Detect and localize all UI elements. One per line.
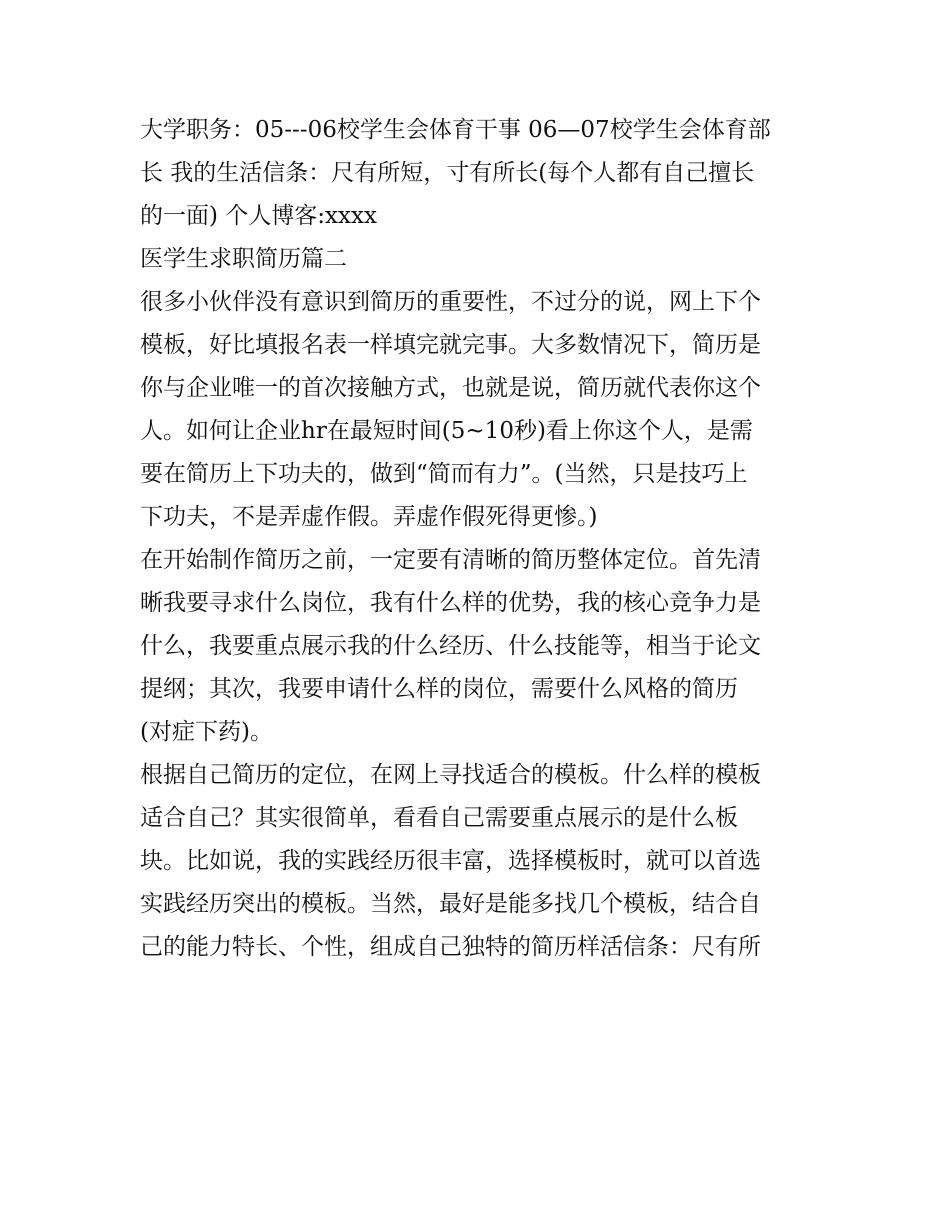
- text-line: 要在简历上下功夫的，做到“简而有力”。(当然，只是技巧上: [140, 461, 748, 487]
- text-line: 模板，好比填报名表一样填完就完事。大多数情况下，简历是: [140, 332, 761, 358]
- text-line: 在开始制作简历之前，一定要有清晰的简历整体定位。首先清: [140, 547, 761, 573]
- text-line: (对症下药)。: [140, 719, 273, 745]
- text-line: 晰我要寻求什么岗位，我有什么样的优势，我的核心竞争力是: [140, 590, 761, 616]
- text-line: 你与企业唯一的首次接触方式，也就是说，简历就代表你这个: [140, 375, 761, 401]
- text-line: 的一面) 个人博客:xxxx: [140, 203, 377, 229]
- document-body: [140, 109, 815, 969]
- text-line: 下功夫，不是弄虚作假。弄虚作假死得更惨。): [140, 504, 598, 530]
- text-line: 实践经历突出的模板。当然，最好是能多找几个模板，结合自: [140, 891, 761, 917]
- text-line: 很多小伙伴没有意识到简历的重要性，不过分的说，网上下个: [140, 289, 761, 315]
- text-line: 己的能力特长、个性，组成自己独特的简历样活信条：尺有所: [140, 934, 761, 960]
- text-line: 块。比如说，我的实践经历很丰富，选择模板时，就可以首选: [140, 848, 761, 874]
- text-line: 适合自己？其实很简单，看看自己需要重点展示的是什么板: [140, 805, 738, 831]
- text-line: 大学职务：05---06校学生会体育干事 06—07校学生会体育部: [140, 117, 771, 143]
- text-line: 提纲；其次，我要申请什么样的岗位，需要什么风格的简历: [140, 676, 738, 702]
- section-heading: 医学生求职简历篇二: [140, 246, 347, 272]
- text-line: 什么，我要重点展示我的什么经历、什么技能等，相当于论文: [140, 633, 761, 659]
- text-line: 根据自己简历的定位，在网上寻找适合的模板。什么样的模板: [140, 762, 761, 788]
- text-line: 长 我的生活信条：尺有所短，寸有所长(每个人都有自己擅长: [140, 160, 755, 186]
- text-line: 人。如何让企业hr在最短时间(5~10秒)看上你这个人，是需: [140, 418, 753, 444]
